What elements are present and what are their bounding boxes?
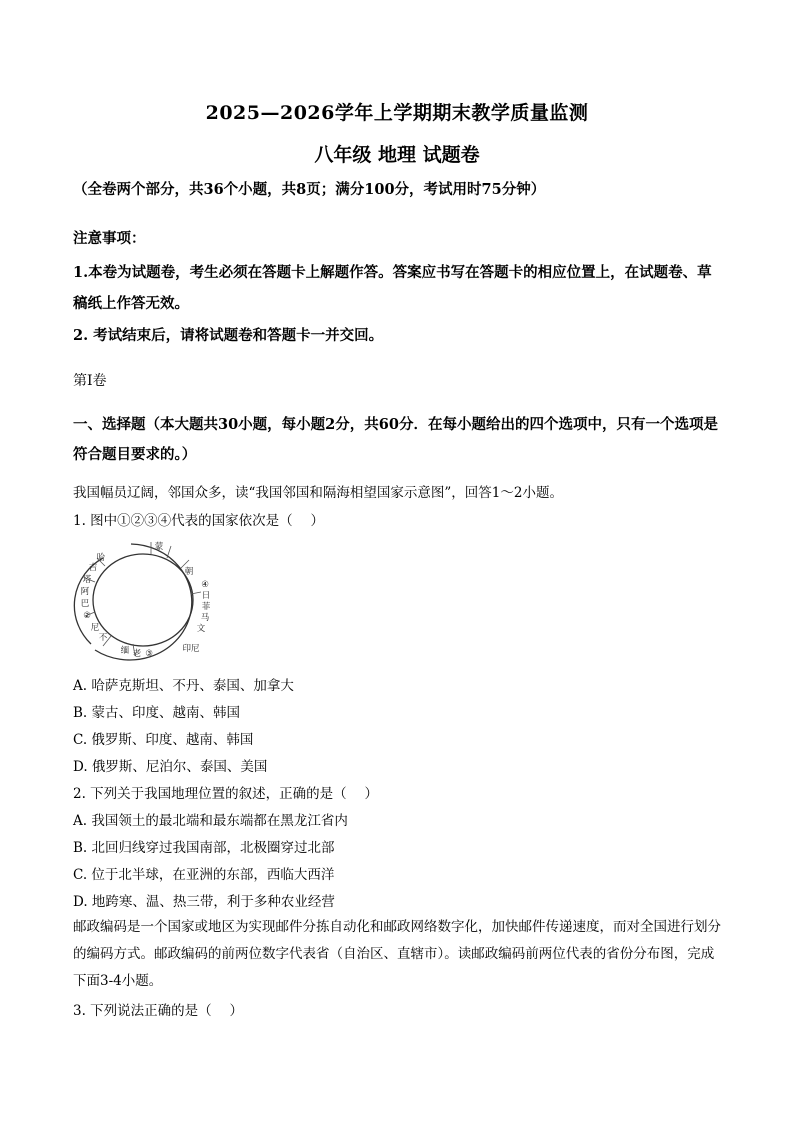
question-1-option-c: C. 俄罗斯、印度、越南、韩国 <box>73 732 254 748</box>
label-left-1: 尼 <box>90 623 100 633</box>
exam-title: 2025—2026学年上学期期末教学质量监测 <box>205 102 589 124</box>
notice-item-2: 2. 考试结束后，请将试题卷和答题卡一并交回。 <box>73 327 384 344</box>
label-left-5: 塔 <box>82 575 92 585</box>
label-bottom-1: 老 <box>132 649 142 659</box>
label-left-0: 不 <box>98 633 108 643</box>
question-2-option-d: D. 地跨寒、温、热三带，利于多种农业经营 <box>73 894 335 910</box>
label-bottom-0: 缅 <box>120 646 130 656</box>
label-right-4: 马 <box>200 613 210 623</box>
label-right-2: 日 <box>201 591 211 601</box>
question-1-stem: 1. 图中①②③④代表的国家依次是（ ） <box>73 513 324 529</box>
exam-info: （全卷两个部分，共36个小题，共8页；满分100分，考试用时75分钟） <box>73 181 546 198</box>
label-right-1: ④ <box>201 580 209 590</box>
section-heading: 一、选择题（本大题共30小题，每小题2分，共60分．在每小题给出的四个选项中，只有一个选项是符合题目要求的。） <box>73 416 718 463</box>
question-2-stem: 2. 下列关于我国地理位置的叙述，正确的是（ ） <box>73 786 378 802</box>
label-left-6: 吉 <box>88 563 98 573</box>
diagram-inner-ring <box>90 554 193 646</box>
question-1-option-a: A. 哈萨克斯坦、不丹、泰国、加拿大 <box>73 678 294 694</box>
question-2-option-c: C. 位于北半球，在亚洲的东部，西临大西洋 <box>73 867 335 883</box>
notice-heading: 注意事项： <box>73 230 146 247</box>
label-left-4: 阿 <box>80 587 90 597</box>
question-1-option-d: D. 俄罗斯、尼泊尔、泰国、美国 <box>73 759 268 775</box>
label-mongolia: 蒙 <box>154 542 164 552</box>
neighbors-diagram <box>73 532 218 664</box>
label-left-3: 巴 <box>80 599 90 609</box>
question-2-option-b: B. 北回归线穿过我国南部，北极圈穿过北部 <box>73 840 335 856</box>
label-right-6: 印尼 <box>182 644 200 654</box>
question-1-option-b: B. 蒙古、印度、越南、韩国 <box>73 705 241 721</box>
intro-text-1: 我国幅员辽阔，邻国众多，读“我国邻国和隔海相望国家示意图”，回答1～2小题。 <box>73 485 563 501</box>
diagram-outer-ring <box>95 544 192 660</box>
label-right-5: 文 <box>196 624 206 634</box>
label-bottom-2: ③ <box>145 649 153 659</box>
label-right-0: 朝 <box>184 567 194 577</box>
question-3-stem: 3. 下列说法正确的是（ ） <box>73 1003 243 1019</box>
question-2-option-a: A. 我国领土的最北端和最东端都在黑龙江省内 <box>73 813 348 829</box>
exam-subtitle: 八年级 地理 试题卷 <box>314 144 480 166</box>
part-label: 第Ⅰ卷 <box>73 373 107 389</box>
label-right-3: 菲 <box>201 602 211 612</box>
label-left-2: ② <box>83 611 91 621</box>
intro-text-2: 邮政编码是一个国家或地区为实现邮件分拣自动化和邮政网络数字化，加快邮件传递速度，而对全国进行划分的编码方式。邮政编码的前两位数字代表省（自治区、直辖市）。读邮政编码前两位代表的省份分布图，完成下面3-4小题。 <box>73 919 721 989</box>
notice-item-1: 1.本卷为试题卷，考生必须在答题卡上解题作答。答案应书写在答题卡的相应位置上，在试题卷、草稿纸上作答无效。 <box>73 264 712 312</box>
label-left-7: 哈 <box>96 553 106 563</box>
